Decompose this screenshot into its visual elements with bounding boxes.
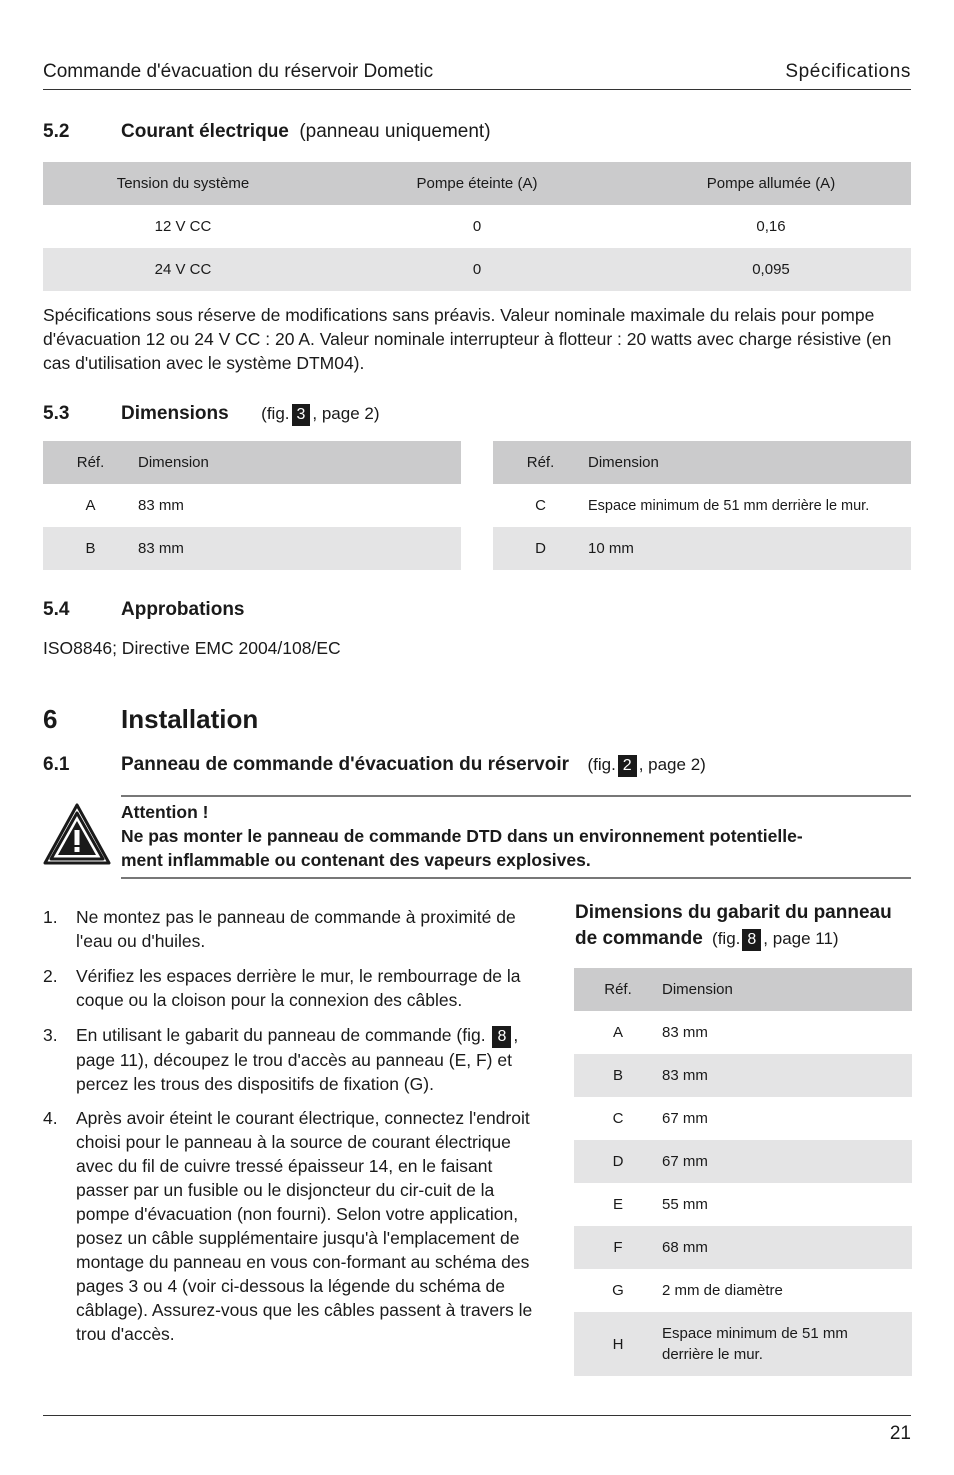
fig-ref-prefix: (fig. — [712, 929, 741, 948]
table-cell: F — [574, 1226, 662, 1269]
heading-6-1 — [121, 754, 706, 777]
table-row — [574, 1312, 912, 1376]
fig-ref-prefix: (fig. — [587, 755, 616, 774]
table-row — [493, 484, 911, 527]
fig-ref-suffix: , page 2) — [312, 404, 380, 423]
template-title-line: Dimensions du gabarit du panneau — [575, 902, 892, 923]
table-row — [43, 484, 461, 527]
list-text-part: En utilisant le gabarit du panneau de commande (fig. — [76, 1025, 486, 1045]
current-table — [43, 162, 911, 291]
table-cell: 0 — [323, 248, 631, 291]
figure-number-badge: 8 — [742, 929, 761, 951]
table-header-row — [43, 441, 461, 484]
table-cell: Espace minimum de 51 mm derrière le mur. — [588, 497, 870, 514]
heading-title: Panneau de commande d'évacuation du réservoir — [121, 754, 569, 775]
list-text-part: , page 11), découpez le trou d'accès au panneau (E, F) et percez les trous des dispositifs de fixation (G). — [76, 1025, 519, 1094]
table-row — [493, 527, 911, 570]
table-cell: 83 mm — [138, 497, 184, 514]
col-header: Réf. — [574, 968, 662, 1011]
list-number: 4. — [43, 1108, 58, 1128]
heading-5-4-title: Approbations — [121, 599, 245, 620]
table-cell: B — [43, 527, 138, 570]
running-title: Commande d'évacuation du réservoir Dometic — [43, 61, 434, 82]
col-header: Réf. — [43, 441, 138, 484]
table-cell: 2 mm de diamètre — [662, 1282, 783, 1299]
template-title-line — [575, 926, 920, 952]
table-cell: 24 V CC — [43, 248, 323, 291]
heading-title: Dimensions — [121, 403, 229, 424]
spec-note: Spécifications sous réserve de modifications sans préavis. Valeur nominale maximale du relais pour pompe d'évacuation 12 ou 24 V CC : 20 A. Valeur nominale interrupteur à flotteur : 20 watts avec charge résistive (en cas d'utilisation avec le système DTM04). — [43, 305, 892, 373]
table-cell: G — [612, 1282, 624, 1299]
warning-line: Ne pas monter le panneau de commande DTD dans un environnement potentielle- — [121, 826, 803, 846]
list-text: Après avoir éteint le courant électrique, connectez l'endroit choisi pour le panneau à la source de courant électrique avec du fil de cuivre tressé épaisseur 14, en le faisant passer par un fusible ou le disjoncteur du cir-cuit de la pompe d'évacuation (non fourni). Selon votre application, posez un câble supplémentaire jusqu'à l'emplacement de montage du panneau en vous con-formant au schéma des pages 3 ou 4 (voir ci-dessous la légende du schéma de câblage). Assurez-vous que les câbles passent à travers le trou d'accès. — [76, 1108, 533, 1344]
table-cell: 67 mm — [662, 1140, 912, 1183]
table-cell: E — [612, 1196, 623, 1213]
table-cell: D — [493, 527, 588, 570]
table-cell: 68 mm — [662, 1226, 912, 1269]
table-cell: C — [612, 1110, 624, 1127]
fig-ref-suffix: , page 11) — [763, 929, 839, 948]
chapter-number: 6 — [43, 704, 58, 734]
dimensions-table-right — [493, 441, 911, 570]
heading-5-3-number: 5.3 — [43, 403, 70, 424]
table-header-row — [574, 968, 912, 1011]
heading-5-4-number: 5.4 — [43, 599, 70, 620]
table-cell: 83 mm — [662, 1054, 912, 1097]
heading-number: 5.2 — [43, 121, 70, 142]
approvals-text: ISO8846; Directive EMC 2004/108/EC — [43, 638, 341, 658]
running-section: Spécifications — [785, 61, 911, 82]
dimensions-table-left — [43, 441, 461, 570]
table-row — [574, 1226, 912, 1269]
heading-5-2-text — [121, 121, 491, 143]
table-row — [43, 205, 911, 248]
table-row — [574, 1011, 912, 1054]
table-cell: 10 mm — [588, 527, 911, 570]
col-header: Dimension — [138, 441, 461, 484]
col-header: Pompe éteinte (A) — [323, 162, 631, 205]
list-item — [43, 905, 533, 953]
heading-title: Courant électrique — [121, 121, 289, 142]
figure-number-badge: 8 — [492, 1026, 511, 1048]
warning-title: Attention ! — [121, 802, 209, 822]
table-cell: H — [574, 1312, 662, 1376]
list-text: Vérifiez les espaces derrière le mur, le rembourrage de la coque ou la cloison pour la connexion des câbles. — [76, 966, 521, 1010]
heading-subtitle: (panneau uniquement) — [299, 121, 491, 142]
table-cell: 55 mm — [662, 1196, 708, 1213]
table-cell: 67 mm — [662, 1110, 708, 1127]
table-cell: 0,16 — [756, 218, 786, 235]
warning-triangle-icon — [43, 803, 111, 870]
table-header-row — [493, 441, 911, 484]
warning-line: ment inflammable ou contenant des vapeurs explosives. — [121, 850, 591, 870]
table-row — [574, 1269, 912, 1312]
template-title-part: de commande — [575, 928, 703, 949]
template-heading — [575, 900, 920, 952]
template-dimensions-table — [574, 968, 912, 1376]
table-cell: 12 V CC — [154, 218, 212, 235]
table-row — [43, 248, 911, 291]
table-row — [574, 1097, 912, 1140]
table-header-row — [43, 162, 911, 205]
list-item — [43, 1023, 533, 1096]
table-cell: 0 — [472, 218, 482, 235]
fig-ref-suffix: , page 2) — [638, 755, 706, 774]
table-cell: C — [535, 497, 546, 514]
header-rule — [43, 89, 911, 90]
heading-6-1-number: 6.1 — [43, 754, 70, 775]
table-row — [43, 527, 461, 570]
table-cell: A — [85, 497, 96, 514]
warning-box — [121, 800, 911, 872]
list-item — [43, 964, 533, 1012]
list-text: Ne montez pas le panneau de commande à proximité de l'eau ou d'huiles. — [76, 907, 516, 951]
fig-ref-prefix: (fig. — [261, 404, 290, 423]
table-cell: 0,095 — [631, 248, 911, 291]
table-cell: D — [574, 1140, 662, 1183]
list-number: 1. — [43, 907, 58, 927]
heading-5-3 — [121, 403, 380, 426]
heading-5-2 — [43, 121, 69, 143]
table-row — [574, 1183, 912, 1226]
col-header: Tension du système — [43, 162, 323, 205]
table-cell: A — [612, 1024, 623, 1041]
table-cell: B — [574, 1054, 662, 1097]
col-header: Dimension — [662, 968, 912, 1011]
page-number: 21 — [889, 1423, 911, 1444]
table-row — [574, 1140, 912, 1183]
table-cell: 83 mm — [138, 527, 461, 570]
chapter-title: Installation — [121, 704, 259, 734]
table-cell: Espace minimum de 51 mm derrière le mur. — [662, 1312, 912, 1376]
col-header: Pompe allumée (A) — [631, 162, 911, 205]
figure-number-badge: 2 — [618, 755, 637, 777]
list-text — [76, 1023, 533, 1096]
table-cell: 83 mm — [662, 1024, 708, 1041]
list-number: 2. — [43, 966, 58, 986]
table-row — [574, 1054, 912, 1097]
col-header: Réf. — [493, 441, 588, 484]
list-number: 3. — [43, 1025, 58, 1045]
figure-number-badge: 3 — [292, 404, 311, 426]
col-header: Dimension — [588, 441, 911, 484]
warning-rule-top — [121, 795, 911, 797]
warning-rule-bottom — [121, 877, 911, 879]
list-item — [43, 1106, 533, 1346]
footer-rule — [43, 1415, 911, 1416]
